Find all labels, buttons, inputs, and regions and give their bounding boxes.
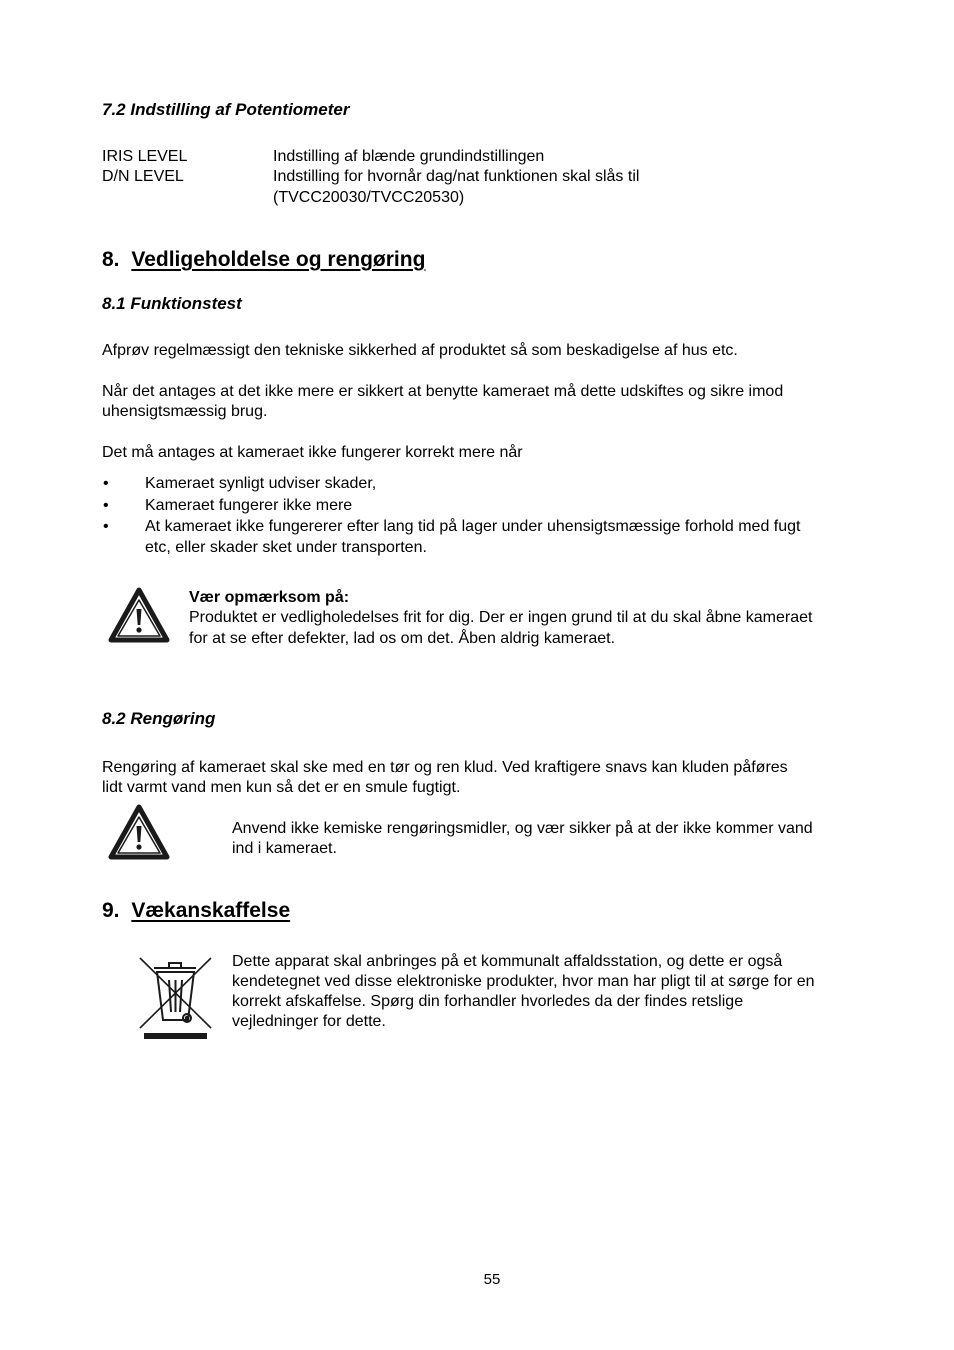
functiontest-paragraph-3: Det må antages at kameraet ikke fungerer korrekt mere når — [102, 444, 523, 461]
warning-text-line-1: Produktet er vedligholedelses frit for dig. Der er ingen grund til at du skal åbne kameraet — [189, 609, 813, 626]
functiontest-paragraph-1: Afprøv regelmæssigt den tekniske sikkerhed af produktet så som beskadigelse af hus etc. — [102, 342, 738, 359]
page-number: 55 — [483, 1271, 501, 1288]
functiontest-paragraph-2-line-2: uhensigtsmæssig brug. — [102, 403, 268, 420]
weee-crossed-bin-icon — [136, 952, 216, 1042]
section-8-number: 8. — [102, 248, 120, 271]
cleaning-warning-line-1: Anvend ikke kemiske rengøringsmidler, og vær sikker på at der ikke kommer vand — [232, 820, 813, 837]
bullet-dot: • — [103, 475, 109, 492]
disposal-text-line-1: Dette apparat skal anbringes på et kommunalt affaldsstation, og dette er også — [232, 953, 783, 970]
section-7-2-heading: 7.2 Indstilling af Potentiometer — [102, 100, 350, 119]
bullet-dot: • — [103, 518, 109, 535]
disposal-text-line-2: kendetegnet ved disse elektroniske produkter, hvor man har pligt til at sørge for en — [232, 973, 815, 990]
bullet-item-3-line-2: etc, eller skader sket under transporten. — [145, 539, 427, 556]
disposal-text-line-4: vejledninger for dette. — [232, 1013, 386, 1030]
cleaning-paragraph-line-2: lidt varmt vand men kun så det er en smule fugtigt. — [102, 779, 461, 796]
iris-level-label: IRIS LEVEL — [102, 148, 188, 165]
cleaning-paragraph-line-1: Rengøring af kameraet skal ske med en tør og ren klud. Ved kraftigere snavs kan kluden påføres — [102, 759, 788, 776]
warning-text-line-2: for at se efter defekter, lad os om det. Åben aldrig kameraet. — [189, 630, 616, 647]
section-9-heading — [102, 899, 290, 923]
warning-triangle-icon — [108, 587, 170, 643]
iris-level-desc: Indstilling af blænde grundindstillingen — [273, 148, 545, 165]
bullet-dot: • — [103, 497, 109, 514]
section-8-1-heading: 8.1 Funktionstest — [102, 294, 242, 313]
section-8-title: Vedligeholdelse og rengøring — [131, 248, 426, 271]
bullet-item-2: Kameraet fungerer ikke mere — [145, 497, 353, 514]
dn-level-desc: Indstilling for hvornår dag/nat funktionen skal slås til — [273, 168, 640, 185]
section-9-number: 9. — [102, 899, 120, 922]
functiontest-paragraph-2-line-1: Når det antages at det ikke mere er sikkert at benytte kameraet må dette udskiftes og sikre imod — [102, 383, 784, 400]
cleaning-warning-line-2: ind i kameraet. — [232, 840, 337, 857]
dn-level-label: D/N LEVEL — [102, 168, 184, 185]
disposal-text-line-3: korrekt afskaffelse. Spørg din forhandler hvorledes da der findes retslige — [232, 993, 744, 1010]
section-8-2-heading: 8.2 Rengøring — [102, 709, 216, 728]
section-9-title: Vækanskaffelse — [131, 899, 291, 922]
warning-triangle-icon — [108, 804, 170, 860]
bullet-item-3: At kameraet ikke fungererer efter lang tid på lager under uhensigtsmæssige forhold med fugt — [145, 518, 801, 535]
dn-level-desc-models: (TVCC20030/TVCC20530) — [273, 189, 465, 206]
section-8-heading — [102, 248, 425, 272]
warning-title: Vær opmærksom på: — [189, 589, 350, 606]
bullet-item-1: Kameraet synligt udviser skader, — [145, 475, 377, 492]
